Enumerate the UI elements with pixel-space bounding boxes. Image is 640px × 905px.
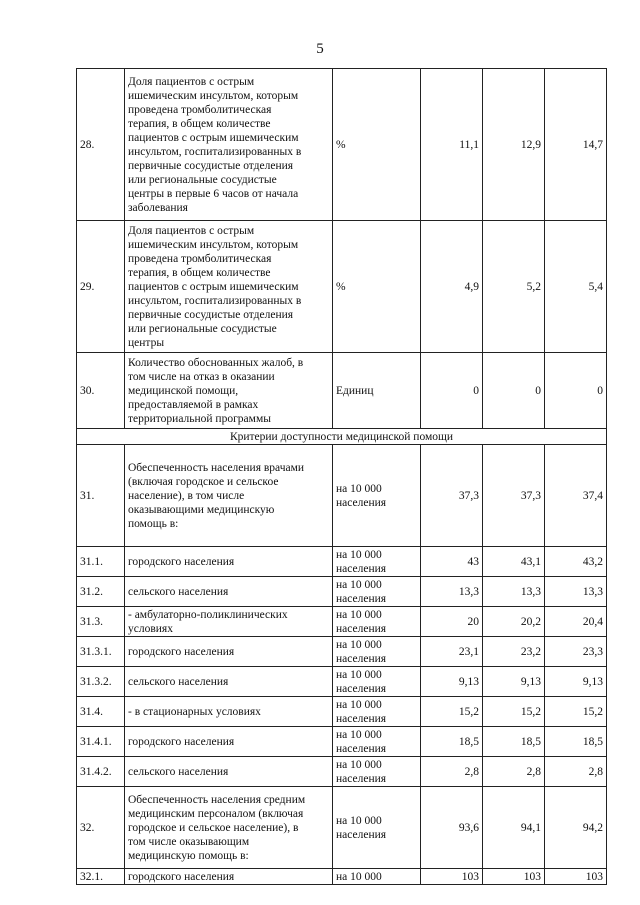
- indicator-name: - амбулаторно-поликлинических условиях: [125, 607, 333, 637]
- value-year-3: 43,2: [545, 547, 607, 577]
- row-number: 29.: [77, 221, 125, 353]
- table-row: [77, 577, 607, 607]
- unit-of-measure: на 10 000 населения: [333, 757, 421, 787]
- section-header-row: [77, 429, 607, 445]
- value-year-3: 5,4: [545, 221, 607, 353]
- value-year-1: 11,1: [421, 69, 483, 221]
- row-number: 28.: [77, 69, 125, 221]
- table-row: [77, 787, 607, 869]
- row-number: 31.: [77, 445, 125, 547]
- value-year-3: 37,4: [545, 445, 607, 547]
- value-year-2: 5,2: [483, 221, 545, 353]
- unit-of-measure: на 10 000 населения: [333, 547, 421, 577]
- value-year-1: 20: [421, 607, 483, 637]
- indicator-name: Доля пациентов с острым ишемическим инсультом, которым проведена тромболитическая терапия, в общем количестве пациентов с острым ишемическим инсультом, госпитализированных в первичные сосудистые отделения или региональные сосудистые центры в первые 6 часов от начала заболевания: [125, 69, 333, 221]
- value-year-2: 15,2: [483, 697, 545, 727]
- value-year-1: 2,8: [421, 757, 483, 787]
- indicator-name: Обеспеченность населения средним медицинским персоналом (включая городское и сельское население), в том числе оказывающим медицинскую помощь в:: [125, 787, 333, 869]
- value-year-2: 2,8: [483, 757, 545, 787]
- table-row: [77, 353, 607, 429]
- row-number: 32.1.: [77, 869, 125, 885]
- value-year-2: 9,13: [483, 667, 545, 697]
- value-year-2: 12,9: [483, 69, 545, 221]
- unit-of-measure: на 10 000 населения: [333, 787, 421, 869]
- row-number: 31.3.: [77, 607, 125, 637]
- indicator-name: сельского населения: [125, 577, 333, 607]
- value-year-2: 0: [483, 353, 545, 429]
- indicator-name: - в стационарных условиях: [125, 697, 333, 727]
- value-year-1: 4,9: [421, 221, 483, 353]
- indicator-name: сельского населения: [125, 667, 333, 697]
- indicators-table: [76, 68, 607, 885]
- unit-of-measure: %: [333, 69, 421, 221]
- value-year-2: 94,1: [483, 787, 545, 869]
- unit-of-measure: на 10 000 населения: [333, 607, 421, 637]
- row-number: 30.: [77, 353, 125, 429]
- table-row: [77, 667, 607, 697]
- value-year-3: 9,13: [545, 667, 607, 697]
- value-year-2: 13,3: [483, 577, 545, 607]
- row-number: 31.4.1.: [77, 727, 125, 757]
- value-year-1: 18,5: [421, 727, 483, 757]
- value-year-3: 103: [545, 869, 607, 885]
- value-year-3: 15,2: [545, 697, 607, 727]
- table-row: [77, 445, 607, 547]
- table-row: [77, 221, 607, 353]
- row-number: 31.1.: [77, 547, 125, 577]
- table-row: [77, 637, 607, 667]
- value-year-1: 37,3: [421, 445, 483, 547]
- value-year-1: 9,13: [421, 667, 483, 697]
- table-row: [77, 697, 607, 727]
- unit-of-measure: на 10 000: [333, 869, 421, 885]
- row-number: 31.4.: [77, 697, 125, 727]
- table-row: [77, 727, 607, 757]
- value-year-1: 103: [421, 869, 483, 885]
- row-number: 31.3.1.: [77, 637, 125, 667]
- section-title: Критерии доступности медицинской помощи: [77, 429, 607, 445]
- indicator-name: Количество обоснованных жалоб, в том числе на отказ в оказании медицинской помощи, предоставляемой в рамках территориальной программы: [125, 353, 333, 429]
- table-row: [77, 69, 607, 221]
- indicator-name: Обеспеченность населения врачами (включая городское и сельское население), в том числе оказывающими медицинскую помощь в:: [125, 445, 333, 547]
- unit-of-measure: на 10 000 населения: [333, 577, 421, 607]
- value-year-2: 37,3: [483, 445, 545, 547]
- indicator-name: сельского населения: [125, 757, 333, 787]
- value-year-2: 20,2: [483, 607, 545, 637]
- value-year-3: 13,3: [545, 577, 607, 607]
- indicator-name: городского населения: [125, 637, 333, 667]
- table-row: [77, 607, 607, 637]
- value-year-2: 23,2: [483, 637, 545, 667]
- row-number: 31.4.2.: [77, 757, 125, 787]
- table-row: [77, 757, 607, 787]
- value-year-3: 18,5: [545, 727, 607, 757]
- value-year-1: 23,1: [421, 637, 483, 667]
- value-year-3: 23,3: [545, 637, 607, 667]
- value-year-3: 94,2: [545, 787, 607, 869]
- row-number: 31.2.: [77, 577, 125, 607]
- unit-of-measure: %: [333, 221, 421, 353]
- indicator-name: городского населения: [125, 727, 333, 757]
- indicator-name: городского населения: [125, 869, 333, 885]
- unit-of-measure: на 10 000 населения: [333, 727, 421, 757]
- value-year-1: 0: [421, 353, 483, 429]
- indicator-name: Доля пациентов с острым ишемическим инсультом, которым проведена тромболитическая терапия, в общем количестве пациентов с острым ишемическим инсультом, госпитализированных в первичные сосудистые отделения или региональные сосудистые центры: [125, 221, 333, 353]
- value-year-1: 43: [421, 547, 483, 577]
- value-year-3: 2,8: [545, 757, 607, 787]
- row-number: 32.: [77, 787, 125, 869]
- table-row: [77, 869, 607, 885]
- value-year-2: 18,5: [483, 727, 545, 757]
- value-year-3: 0: [545, 353, 607, 429]
- value-year-1: 93,6: [421, 787, 483, 869]
- unit-of-measure: на 10 000 населения: [333, 637, 421, 667]
- indicator-name: городского населения: [125, 547, 333, 577]
- unit-of-measure: на 10 000 населения: [333, 697, 421, 727]
- unit-of-measure: на 10 000 населения: [333, 667, 421, 697]
- value-year-1: 13,3: [421, 577, 483, 607]
- value-year-2: 103: [483, 869, 545, 885]
- unit-of-measure: Единиц: [333, 353, 421, 429]
- table-row: [77, 547, 607, 577]
- page-number: 5: [316, 41, 324, 57]
- value-year-1: 15,2: [421, 697, 483, 727]
- unit-of-measure: на 10 000 населения: [333, 445, 421, 547]
- value-year-3: 20,4: [545, 607, 607, 637]
- value-year-2: 43,1: [483, 547, 545, 577]
- row-number: 31.3.2.: [77, 667, 125, 697]
- value-year-3: 14,7: [545, 69, 607, 221]
